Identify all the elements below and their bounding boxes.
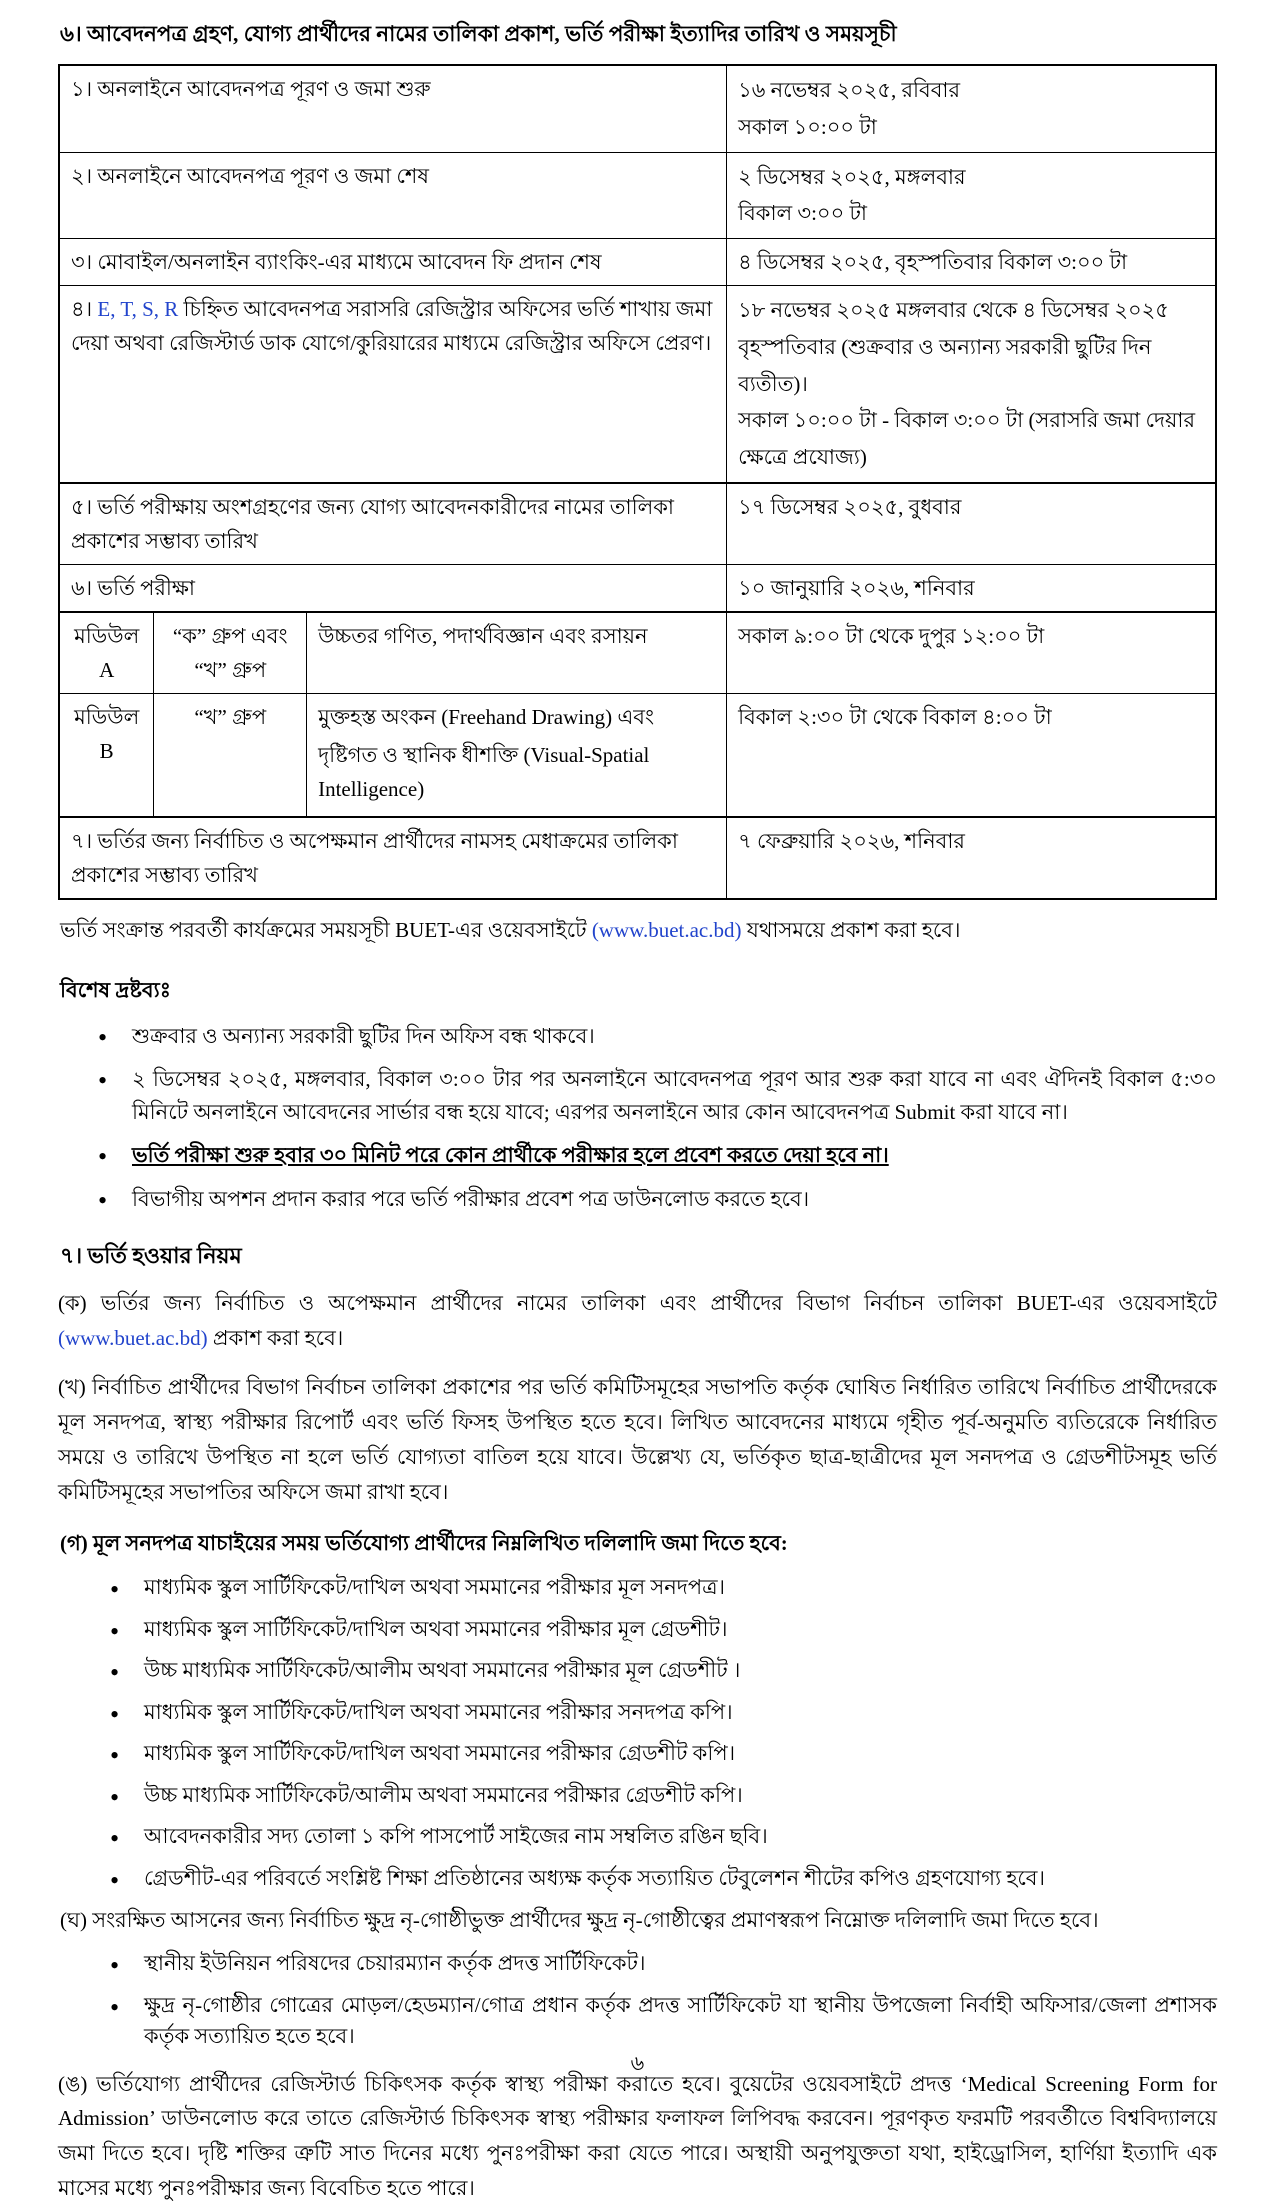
special-notes-title: বিশেষ দ্রষ্টব্যঃ <box>60 977 171 1002</box>
list-item: • মাধ্যমিক স্কুল সার্টিফিকেট/দাখিল অথবা সমমানের পরীক্ষার মূল সনদপত্র। <box>110 1572 1217 1604</box>
table-row-3 <box>59 239 1216 286</box>
table-row-7 <box>59 817 1216 899</box>
time-cell: সকাল ৯:০০ টা থেকে দুপুর ১২:০০ টা <box>727 612 1216 694</box>
buet-website-link[interactable]: (www.buet.ac.bd) <box>591 917 742 942</box>
page-title: ৬। আবেদনপত্র গ্রহণ, যোগ্য প্রার্থীদের নামের তালিকা প্রকাশ, ভর্তি পরীক্ষা ইত্যাদির তারিখ ও সময়সূচী <box>60 22 897 46</box>
special-notes-list <box>58 1020 1217 1216</box>
time-line: সকাল ১০:০০ টা - বিকাল ৩:০০ টা (সরাসরি জমা দেয়ার ক্ষেত্রে প্রযোজ্য) <box>738 408 1196 470</box>
rule-text: (ক) ভর্তির জন্য নির্বাচিত ও অপেক্ষমান প্রার্থীদের নামের তালিকা এবং প্রার্থীদের বিভাগ নির্বাচন তালিকা BUET-এর ওয়েবসাইটে <box>58 1291 1217 1316</box>
item-cell <box>59 286 727 483</box>
list-item <box>98 1139 1217 1172</box>
list-item: • মাধ্যমিক স্কুল সার্টিফিকেট/দাখিল অথবা সমমানের পরীক্ষার সনদপত্র কপি। <box>110 1697 1217 1729</box>
item-cell: ৫। ভর্তি পরীক্ষায় অংশগ্রহণের জন্য যোগ্য আবেদনকারীদের নামের তালিকা প্রকাশের সম্ভাব্য তারিখ <box>59 483 727 565</box>
date-line: ২ ডিসেম্বর ২০২৫, মঙ্গলবার <box>738 164 966 189</box>
module-cell: মডিউল B <box>59 693 154 817</box>
rule-kha-paragraph: (খ) নির্বাচিত প্রার্থীদের বিভাগ নির্বাচন তালিকা প্রকাশের পর ভর্তি কমিটিসমূহের সভাপতি কর্তৃক ঘোষিত নির্ধারিত তারিখে নির্বাচিত প্রার্থীদেরকে মূল সনদপত্র, স্বাস্থ্য পরীক্ষার রিপোর্ট এবং ভর্তি ফিসহ উপস্থিত হতে হবে। লিখিত আবেদনের মাধ্যমে গৃহীত পূর্ব-অনুমতি ব্যতিরেকে নির্ধারিত সময়ে ও তারিখে উপস্থিত না হলে ভর্তি যোগ্যতা বাতিল হয়ে যাবে। উল্লেখ্য যে, ভর্তিকৃত ছাত্র-ছাত্রীদের মূল সনদপত্র ও গ্রেডশীটসমূহ ভর্তি কমিটিসমূহের সভাপতির অফিসে জমা রাখা হবে। <box>58 1374 1217 1504</box>
group-cell: “খ” গ্রুপ <box>154 693 307 817</box>
date-cell <box>727 286 1216 483</box>
list-item: • গ্রেডশীট-এর পরিবর্তে সংশ্লিষ্ট শিক্ষা প্রতিষ্ঠানের অধ্যক্ষ কর্তৃক সত্যায়িত টেবুলেশন শীটের কপিও গ্রহণযোগ্য হবে। <box>110 1863 1217 1895</box>
table-row-4 <box>59 286 1216 483</box>
subjects-cell <box>307 693 727 817</box>
item-text: চিহ্নিত আবেদনপত্র সরাসরি রেজিস্ট্রার অফিসের ভর্তি শাখায় জমা দেয়া অথবা রেজিস্টার্ড ডাক যোগে/কুরিয়ারের মাধ্যমে রেজিস্ট্রার অফিসে প্রেরণ। <box>71 297 713 356</box>
note-text: যথাসময়ে প্রকাশ করা হবে। <box>741 917 961 942</box>
rule-ga-title: (গ) মূল সনদপত্র যাচাইয়ের সময় ভর্তিযোগ্য প্রার্থীদের নিম্নলিখিত দলিলাদি জমা দিতে হবে: <box>60 1531 788 1556</box>
item-number: ৪। <box>71 297 98 322</box>
date-cell <box>727 152 1216 239</box>
rule-text: প্রকাশ করা হবে। <box>207 1326 344 1351</box>
item-cell: ৬। ভর্তি পরীক্ষা <box>59 564 727 612</box>
date-cell <box>727 65 1216 152</box>
date-cell: ১০ জানুয়ারি ২০২৬, শনিবার <box>727 564 1216 612</box>
time-line: বিকাল ৩:০০ টা <box>738 201 868 226</box>
date-line: ১৮ নভেম্বর ২০২৫ মঙ্গলবার থেকে ৪ ডিসেম্বর ২০২৫ বৃহস্পতিবার (শুক্রবার ও অন্যান্য সরকারী ছুটির দিন ব্যতীত)। <box>738 298 1169 396</box>
date-cell: ৭ ফেব্রুয়ারি ২০২৬, শনিবার <box>727 817 1216 899</box>
list-item: • ক্ষুদ্র নৃ-গোষ্ঠীর গোত্রের মোড়ল/হেডম্যান/গোত্র প্রধান কর্তৃক প্রদত্ত সার্টিফিকেট যা স্থানীয় উপজেলা নির্বাহী অফিসার/জেলা প্রশাসক কর্তৃক সত্যায়িত হতে হবে। <box>110 1990 1217 2053</box>
table-row-5 <box>59 483 1216 565</box>
buet-website-link[interactable]: (www.buet.ac.bd) <box>58 1326 208 1351</box>
list-item: • মাধ্যমিক স্কুল সার্টিফিকেট/দাখিল অথবা সমমানের পরীক্ষার গ্রেডশীট কপি। <box>110 1738 1217 1770</box>
page-number: ৬ <box>630 2051 645 2075</box>
list-item: • উচ্চ মাধ্যমিক সার্টিফিকেট/আলীম অথবা সমমানের পরীক্ষার গ্রেডশীট কপি। <box>110 1780 1217 1812</box>
list-item: • আবেদনকারীর সদ্য তোলা ১ কপি পাসপোর্ট সাইজের নাম সম্বলিত রঙিন ছবি। <box>110 1821 1217 1853</box>
group-cell: “ক” গ্রুপ এবং “খ” গ্রুপ <box>154 612 307 694</box>
admission-rules-title: ৭। ভর্তি হওয়ার নিয়ম <box>60 1243 242 1269</box>
list-item: • ২ ডিসেম্বর ২০২৫, মঙ্গলবার, বিকাল ৩:০০ টার পর অনলাইনে আবেদনপত্র পূরণ আর শুরু করা যাবে না এবং ঐদিনই বিকাল ৫:৩০ মিনিটে অনলাইনে আবেদনের সার্ভার বন্ধ হয়ে যাবে; এরপর অনলাইনে আর কোন আবেদনপত্র Submit করা যাবে না। <box>98 1063 1217 1128</box>
rule-gha-title: (ঘ) সংরক্ষিত আসনের জন্য নির্বাচিত ক্ষুদ্র নৃ-গোষ্ঠীভুক্ত প্রার্থীদের ক্ষুদ্র নৃ-গোষ্ঠীত্বের প্রমাণস্বরূপ নিম্নোক্ত দলিলাদি জমা দিতে হবে। <box>60 1908 1099 1933</box>
item-cell: ২। অনলাইনে আবেদনপত্র পূরণ ও জমা শেষ <box>59 152 727 239</box>
table-row-module-a <box>59 612 1216 694</box>
item-cell: ৩। মোবাইল/অনলাইন ব্যাংকিং-এর মাধ্যমে আবেদন ফি প্রদান শেষ <box>59 239 727 286</box>
list-item: • শুক্রবার ও অন্যান্য সরকারী ছুটির দিন অফিস বন্ধ থাকবে। <box>98 1020 1217 1053</box>
date-cell: ৪ ডিসেম্বর ২০২৫, বৃহস্পতিবার বিকাল ৩:০০ টা <box>727 239 1216 286</box>
rule-uma-paragraph: (ঙ) ভর্তিযোগ্য প্রার্থীদের রেজিস্টার্ড চিকিৎসক কর্তৃক স্বাস্থ্য পরীক্ষা করাতে হবে। বুয়েটের ওয়েবসাইটে প্রদত্ত ‘Medical Screening Form for Admission’ ডাউনলোড করে তাতে রেজিস্টার্ড চিকিৎসক স্বাস্থ্য পরীক্ষার ফলাফল লিপিবদ্ধ করবেন। পূরণকৃত ফরমটি পরবর্তীতে বিশ্ববিদ্যালয়ে জমা দিতে হবে। দৃষ্টি শক্তির ত্রুটি সাত দিনের মধ্যে পুনঃপরীক্ষা করা যেতে পারে। অস্থায়ী অনুপযুক্ততা যথা, হাইড্রোসিল, হার্ণিয়া ইত্যাদি এক মাসের মধ্যে পুনঃপরীক্ষার জন্য বিবেচিত হতে পারে। <box>58 2071 1217 2201</box>
table-row-6 <box>59 564 1216 612</box>
module-cell: মডিউল A <box>59 612 154 694</box>
date-line: ১৬ নভেম্বর ২০২৫, রবিবার <box>738 78 961 102</box>
subject-line: মুক্তহস্ত অংকন (Freehand Drawing) এবং <box>318 704 655 729</box>
time-line: সকাল ১০:০০ টা <box>738 114 877 139</box>
list-item: • উচ্চ মাধ্যমিক সার্টিফিকেট/আলীম অথবা সমমানের পরীক্ষার মূল গ্রেডশীট । <box>110 1655 1217 1687</box>
website-note <box>60 914 1217 948</box>
list-item: • স্থানীয় ইউনিয়ন পরিষদের চেয়ারম্যান কর্তৃক প্রদত্ত সার্টিফিকেট। <box>110 1948 1217 1980</box>
rule-ka-paragraph <box>58 1286 1217 1356</box>
list-item: • মাধ্যমিক স্কুল সার্টিফিকেট/দাখিল অথবা সমমানের পরীক্ষার মূল গ্রেডশীট। <box>110 1614 1217 1646</box>
schedule-table <box>58 64 1217 900</box>
ethnic-minority-documents-list <box>58 1948 1217 2053</box>
date-cell: ১৭ ডিসেম্বর ২০২৫, বুধবার <box>727 483 1216 565</box>
table-row-module-b <box>59 693 1216 817</box>
required-documents-list <box>58 1572 1217 1894</box>
subjects-cell: উচ্চতর গণিত, পদার্থবিজ্ঞান এবং রসায়ন <box>307 612 727 694</box>
time-cell: বিকাল ২:৩০ টা থেকে বিকাল ৪:০০ টা <box>727 693 1216 817</box>
list-item: • বিভাগীয় অপশন প্রদান করার পরে ভর্তি পরীক্ষার প্রবেশ পত্র ডাউনলোড করতে হবে। <box>98 1183 1217 1216</box>
late-entry-warning: ভর্তি পরীক্ষা শুরু হবার ৩০ মিনিট পরে কোন প্রার্থীকে পরীক্ষার হলে প্রবেশ করতে দেয়া হবে না। <box>132 1143 889 1168</box>
item-cell: ১। অনলাইনে আবেদনপত্র পূরণ ও জমা শুরু <box>59 65 727 152</box>
item-cell: ৭। ভর্তির জন্য নির্বাচিত ও অপেক্ষমান প্রার্থীদের নামসহ মেধাক্রমের তালিকা প্রকাশের সম্ভাব্য তারিখ <box>59 817 727 899</box>
table-row-1 <box>59 65 1216 152</box>
table-row-2 <box>59 152 1216 239</box>
application-code-letters: E, T, S, R <box>97 297 179 322</box>
note-text: ভর্তি সংক্রান্ত পরবর্তী কার্যক্রমের সময়সূচী BUET-এর ওয়েবসাইটে <box>60 917 592 942</box>
subject-line: দৃষ্টিগত ও স্থানিক ধীশক্তি (Visual-Spatial Intelligence) <box>318 742 650 801</box>
